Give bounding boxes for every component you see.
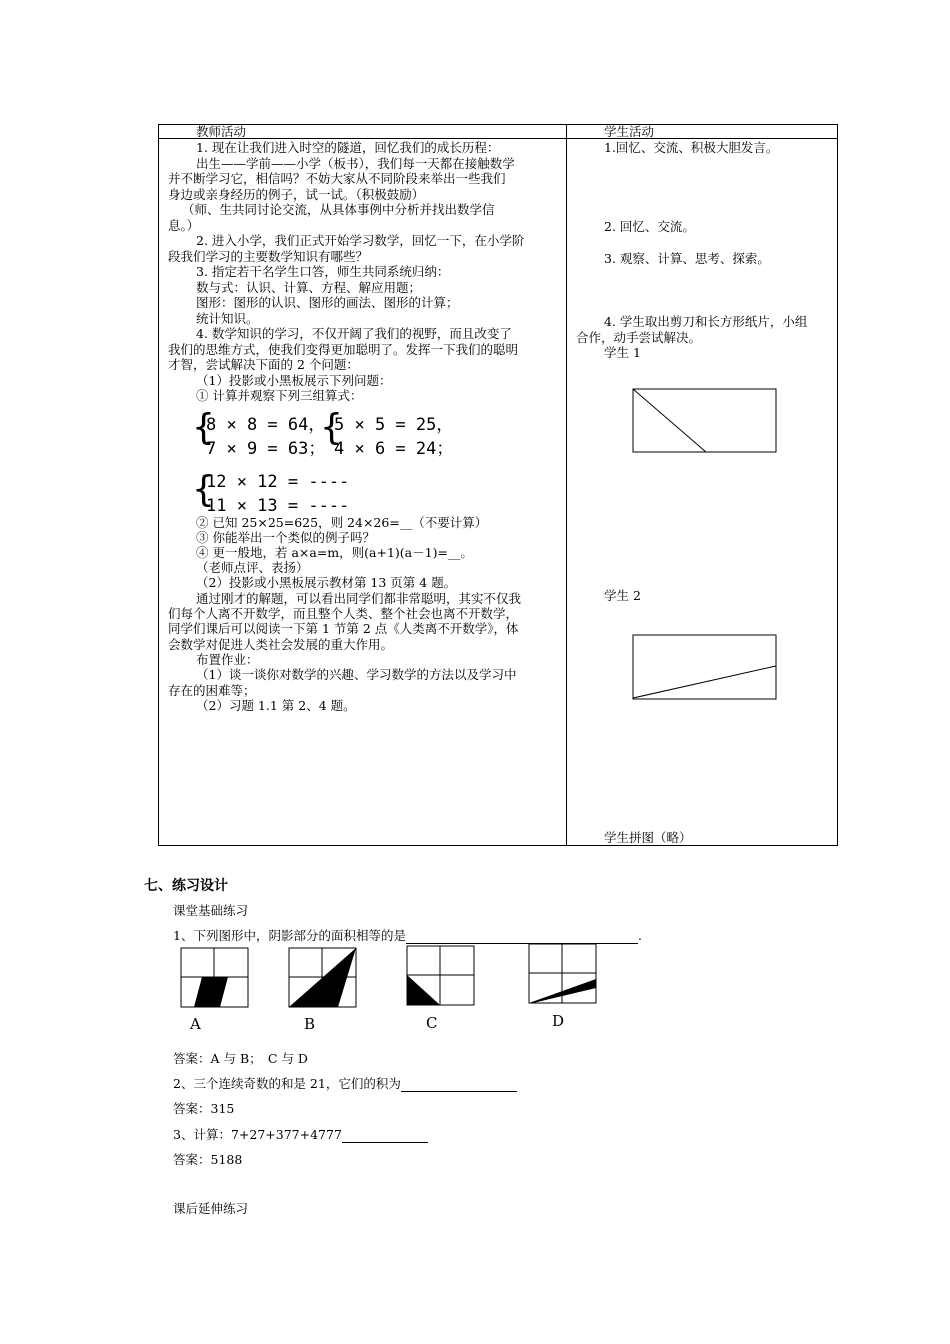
question-3 <box>173 1125 428 1143</box>
teacher-line: （1）投影或小黑板展示下列问题： <box>196 373 392 388</box>
figure-b <box>288 947 358 1009</box>
basic-practice-heading: 课堂基础练习 <box>173 903 249 918</box>
student-activity-2: 2. 回忆、交流。 <box>604 219 695 234</box>
teacher-line: 会数学对促进人类社会发展的重大作用。 <box>168 637 394 652</box>
student-2-label: 学生 2 <box>604 588 641 603</box>
teacher-line: 数与式：认识、计算、方程、解应用题； <box>196 280 422 295</box>
teacher-line: 并不断学习它，相信吗？不妨大家从不同阶段来举出一些我们 <box>168 171 506 186</box>
extension-practice-heading: 课后延伸练习 <box>173 1201 249 1216</box>
student-puzzle-note: 学生拼图（略） <box>604 830 692 845</box>
header-teacher: 教师活动 <box>196 124 247 139</box>
teacher-line: ③ 你能举出一个类似的例子吗？ <box>196 530 375 545</box>
teacher-line: 身边或亲身经历的例子，试一试。（积极鼓励） <box>168 187 425 202</box>
student-1-label: 学生 1 <box>604 345 641 360</box>
student-2-figure <box>632 634 778 701</box>
brace-icon: { <box>192 469 215 510</box>
column-divider <box>566 124 567 846</box>
answer-3: 答案：5188 <box>173 1152 243 1167</box>
math-expression: 4 × 6 = 24； <box>334 439 454 459</box>
teacher-line: 布置作业： <box>196 652 259 667</box>
figure-d <box>528 943 598 1005</box>
brace-icon: { <box>320 407 343 448</box>
header-student: 学生活动 <box>604 124 655 139</box>
math-expression: 8 × 8 = 64， <box>206 415 326 435</box>
question-1-end: . <box>637 928 642 943</box>
math-expression: 12 × 12 = ---- <box>206 472 350 492</box>
answer-1: 答案：A 与 B； C 与 D <box>173 1051 308 1066</box>
teacher-line: 我们的思维方式，使我们变得更加聪明了。发挥一下我们的聪明 <box>168 342 519 357</box>
teacher-line: 同学们课后可以阅读一下第 1 节第 2 点《人类离不开数学》，体 <box>168 621 519 636</box>
teacher-line: （2）习题 1.1 第 2、4 题。 <box>196 698 356 713</box>
question-3-text: 3、计算：7+27+377+4777 <box>173 1127 342 1142</box>
teacher-line: 存在的困难等； <box>168 683 256 698</box>
answer-blank <box>406 930 638 944</box>
student-activity-1: 1.回忆、交流、积极大胆发言。 <box>604 140 779 155</box>
teacher-line: ② 已知 25×25=625，则 24×26=__（不要计算） <box>196 515 488 530</box>
figure-a <box>180 947 250 1009</box>
question-1-text: 1、下列图形中，阴影部分的面积相等的是 <box>173 928 406 943</box>
question-2 <box>173 1074 517 1092</box>
teacher-line: （1）谈一谈你对数学的兴趣、学习数学的方法以及学习中 <box>196 667 517 682</box>
math-expression: 5 × 5 = 25， <box>334 415 454 435</box>
section-title: 七、练习设计 <box>144 878 228 894</box>
header-divider <box>158 138 838 139</box>
student-activity-3: 3. 观察、计算、思考、探索。 <box>604 251 770 266</box>
teacher-line: 息。） <box>168 218 200 233</box>
student-1-figure <box>632 388 778 454</box>
question-2-text: 2、三个连续奇数的和是 21，它们的积为 <box>173 1076 401 1091</box>
answer-2: 答案：315 <box>173 1101 235 1116</box>
teacher-line: ① 计算并观察下列三组算式： <box>196 388 363 403</box>
student-activity-4: 4. 学生取出剪刀和长方形纸片，小组 <box>604 314 808 329</box>
teacher-line: ④ 更一般地，若 a×a=m，则(a+1)(a－1)=__。 <box>196 545 473 560</box>
teacher-line: 1. 现在让我们进入时空的隧道，回忆我们的成长历程： <box>196 140 500 155</box>
teacher-line: 2. 进入小学，我们正式开始学习数学，回忆一下，在小学阶 <box>196 233 525 248</box>
figure-label-a: A <box>190 1015 201 1033</box>
teacher-line: 段我们学习的主要数学知识有哪些？ <box>168 249 369 264</box>
question-1 <box>173 926 642 944</box>
math-expression: 7 × 9 = 63； <box>206 439 326 459</box>
teacher-line: （老师点评、表扬） <box>196 560 309 575</box>
teacher-line: （2）投影或小黑板展示教材第 13 页第 4 题。 <box>196 575 457 590</box>
teacher-line: 4. 数学知识的学习，不仅开阔了我们的视野，而且改变了 <box>196 326 512 341</box>
teacher-line: 3. 指定若干名学生口答，师生共同系统归纳： <box>196 264 450 279</box>
teacher-line: （师、生共同讨论交流，从具体事例中分析并找出数学信 <box>182 202 495 217</box>
student-activity-4-cont: 合作，动手尝试解决。 <box>576 330 702 345</box>
figure-label-c: C <box>426 1014 438 1032</box>
math-expression: 11 × 13 = ---- <box>206 496 350 516</box>
figure-c <box>406 945 476 1007</box>
teacher-line: 通过刚才的解题，可以看出同学们都非常聪明，其实不仅我 <box>196 591 522 606</box>
teacher-line: 们每个人离不开数学，而且整个人类、整个社会也离不开数学， <box>168 606 519 621</box>
figure-label-b: B <box>304 1015 316 1033</box>
brace-icon: { <box>192 407 215 448</box>
teacher-line: 图形：图形的认识、图形的画法、图形的计算； <box>196 295 459 310</box>
teacher-line: 才智，尝试解决下面的 2 个问题： <box>168 357 359 372</box>
teacher-line: 统计知识。 <box>196 311 259 326</box>
answer-blank <box>401 1078 517 1092</box>
teacher-line: 出生——学前——小学（板书），我们每一天都在接触数学 <box>196 156 515 171</box>
answer-blank <box>342 1129 428 1143</box>
figure-label-d: D <box>552 1012 565 1030</box>
